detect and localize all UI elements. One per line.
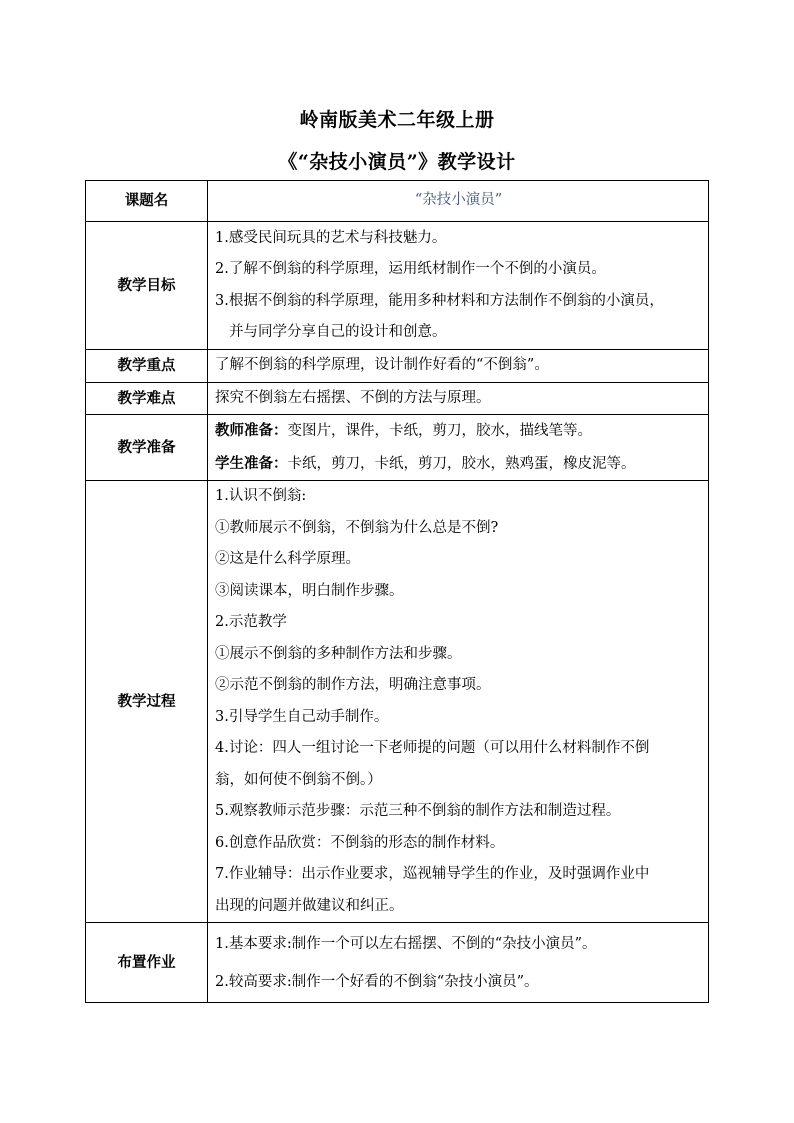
list-item: 6.创意作品欣赏：不倒翁的形态的制作材料。 (215, 834, 505, 851)
document-title: 岭南版美术二年级上册 (299, 109, 495, 131)
row-label-key-point: 教学重点 (86, 350, 208, 383)
student-preparation-label: 学生准备： (215, 454, 288, 472)
list-item: 4.讨论：四人一组讨论一下老师提的问题（可以用什么材料制作不倒 (215, 740, 650, 756)
list-item: 1.基本要求:制作一个可以左右摇摆、不倒的“杂技小演员”。 (215, 935, 597, 952)
list-item: ②示范不倒翁的制作方法，明确注意事项。 (215, 677, 491, 693)
document-subtitle: 《“杂技小演员”》教学设计 (278, 151, 516, 173)
table-row-goals (86, 222, 709, 350)
list-item: ①教师展示不倒翁，不倒翁为什么总是不倒? (215, 519, 499, 536)
list-item: 并与同学分享自己的设计和创意。 (229, 324, 447, 340)
difficulty-value (208, 382, 709, 415)
table-row-process (86, 481, 709, 923)
list-item: 出现的问题并做建议和纠正。 (215, 897, 404, 914)
teacher-preparation (215, 415, 702, 448)
list-item: 7.作业辅导：出示作业要求，巡视辅导学生的作业，及时强调作业中 (215, 866, 650, 882)
row-label-homework: 布置作业 (86, 923, 208, 1003)
list-item: 3.根据不倒翁的科学原理，能用多种材料和方法制作不倒翁的小演员， (215, 292, 664, 309)
list-item: 1.认识不倒翁: (215, 488, 307, 504)
table-row-topic (86, 181, 709, 222)
key-point-text: 了解不倒翁的科学原理，设计制作好看的“不倒翁”。 (215, 357, 549, 373)
table-row-difficulty (86, 382, 709, 415)
row-label-process: 教学过程 (86, 481, 208, 923)
row-label-difficulty: 教学难点 (86, 382, 208, 415)
list-item: ②这是什么科学原理。 (215, 551, 360, 567)
process-content (208, 481, 709, 923)
table-row-homework (86, 923, 709, 1003)
preparation-content (208, 415, 709, 481)
table-row-preparation (86, 415, 709, 481)
list-item: 1.感受民间玩具的艺术与科技魅力。 (215, 229, 447, 246)
homework-content (208, 923, 709, 1003)
lesson-plan-table (85, 180, 709, 1003)
list-item: 2.较高要求:制作一个好看的不倒翁“杂技小演员”。 (215, 973, 539, 990)
difficulty-text: 探究不倒翁左右摇摆、不倒的方法与原理。 (215, 389, 491, 406)
row-label-goals: 教学目标 (86, 222, 208, 350)
topic-value: “杂技小演员” (208, 181, 709, 222)
student-preparation-text: 卡纸，剪刀，卡纸，剪刀，胶水，熟鸡蛋，橡皮泥等。 (287, 455, 636, 472)
goals-content (208, 222, 709, 350)
list-item: 2.示范教学 (215, 614, 287, 630)
table-row-key-point (86, 350, 709, 383)
student-preparation (215, 448, 702, 481)
row-label-topic: 课题名 (86, 181, 208, 222)
row-label-preparation: 教学准备 (86, 415, 208, 481)
list-item: ③阅读课本，明白制作步骤。 (215, 582, 404, 599)
list-item: 翁，如何使不倒翁不倒。） (215, 771, 382, 788)
list-item: 3.引导学生自己动手制作。 (215, 708, 389, 725)
teacher-preparation-text: 变图片，课件，卡纸，剪刀，胶水，描线笔等。 (287, 423, 592, 439)
list-item: 2.了解不倒翁的科学原理，运用纸材制作一个不倒的小演员。 (215, 261, 606, 277)
teacher-preparation-label: 教师准备： (215, 422, 288, 439)
list-item: ①展示不倒翁的多种制作方法和步骤。 (215, 645, 462, 662)
key-point-value (208, 350, 709, 383)
list-item: 5.观察教师示范步骤：示范三种不倒翁的制作方法和制造过程。 (215, 803, 621, 819)
